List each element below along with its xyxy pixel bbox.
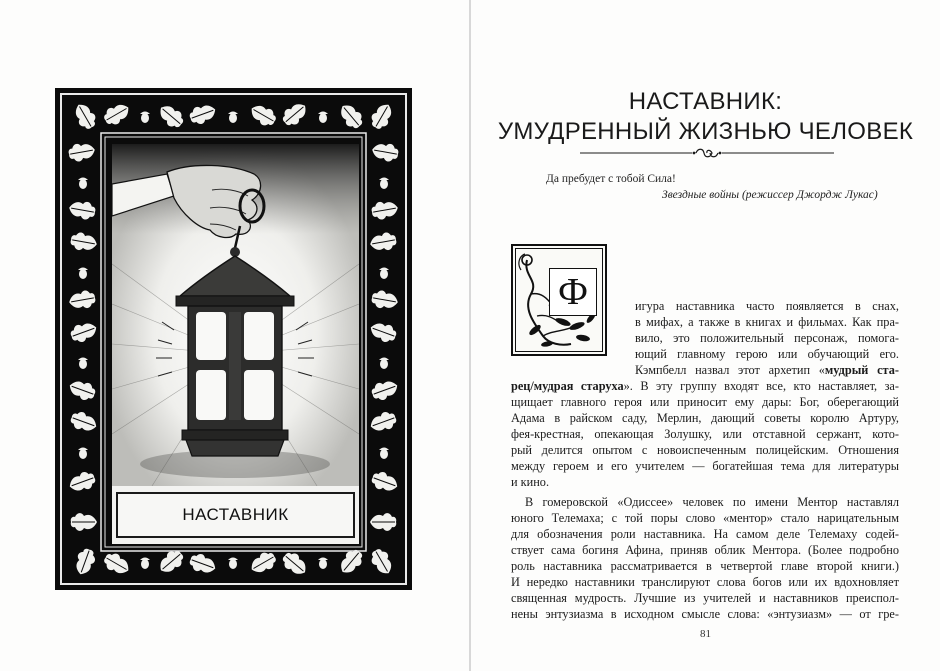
right-page: [471, 0, 940, 671]
paragraph2-line-6: И нередко наставники транслируют слова богов или их вдохновляет: [511, 575, 899, 589]
paragraph1-line-2: в мифах, а также в книгах и фильмах. Как пра-: [635, 315, 899, 329]
paragraph1-line-5: [635, 362, 899, 378]
page-number: 81: [700, 628, 711, 640]
paragraph2-line-7: священная мудрость. Лучшие из учителей и наставников преиспол-: [511, 591, 899, 605]
paragraph1-line-11: между героем и его учителем — богатейшая тема для литературы: [511, 459, 899, 473]
paragraph1-line-8: Адама в райском саду, Мерлин, дающий советы королю Артуру,: [511, 411, 899, 425]
paragraph1-line-4: ющий главному герою или обучающий его.: [635, 347, 899, 361]
paragraph1-line-3: вило, это положительный персонаж, помога-: [635, 331, 899, 345]
lantern-in-hand-drawing: [112, 144, 359, 486]
tarot-card-illustration: [55, 88, 412, 590]
paragraph1-line-9: фея-крестная, опекающая Золушку, или отставной сержант, кото-: [511, 427, 899, 441]
paragraph2-line-3: для обозначения роли наставника. На самом деле Телемаху содей-: [511, 527, 899, 541]
paragraph1-line-6-text: ». В эту группу входят все, кто наставляет, за-: [623, 379, 899, 393]
paragraph1-line-10: рый делится опытом с новоиспеченным полицейским. Отношения: [511, 443, 899, 457]
archetype-term-part-1: мудрый ста-: [824, 363, 899, 377]
archetype-term-part-2: рец/мудрая старуха: [511, 379, 624, 393]
decorated-drop-cap: [511, 244, 607, 356]
left-page: [0, 0, 469, 671]
paragraph2-line-2: юного Телемаха; с той поры слово «ментор» стало нарицательным: [511, 511, 899, 525]
card-artwork-panel: [110, 142, 361, 546]
paragraph1-line-1: игура наставника часто появляется в снах,: [635, 299, 899, 313]
chapter-title-line-2: УМУДРЕННЫЙ ЖИЗНЬЮ ЧЕЛОВЕК: [497, 118, 914, 145]
epigraph-quote: Да пребудет с тобой Сила!: [546, 173, 676, 185]
title-divider-ornament: [580, 146, 834, 160]
paragraph2-line-8: нены энтузиазма в исходном смысле слова: «энтузиазм» — от гре-: [511, 607, 899, 621]
paragraph2-line-4: ствует сама богиня Афина, приняв облик Ментора. (Более подробно: [511, 543, 899, 557]
paragraph2-line-1: В гомеровской «Одиссее» человек по имени Ментор наставлял: [525, 495, 899, 509]
paragraph2-line-5: роль наставника рассматривается в четвертой главе второй книги.): [511, 559, 899, 573]
epigraph-source: Звездные войны (режиссер Джордж Лукас): [662, 189, 878, 201]
paragraph1-line-5-text: Кэмпбелл назвал этот архетип «: [635, 363, 825, 377]
card-caption: НАСТАВНИК: [116, 492, 355, 538]
paragraph1-line-12: и кино.: [511, 475, 550, 489]
chapter-title-line-1: НАСТАВНИК:: [628, 88, 783, 115]
paragraph1-line-6: [511, 378, 899, 394]
paragraph1-line-7: щищает главного героя или приносит ему дары: Бог, оберегающий: [511, 395, 899, 409]
drop-cap-letter: Ф: [549, 268, 597, 316]
